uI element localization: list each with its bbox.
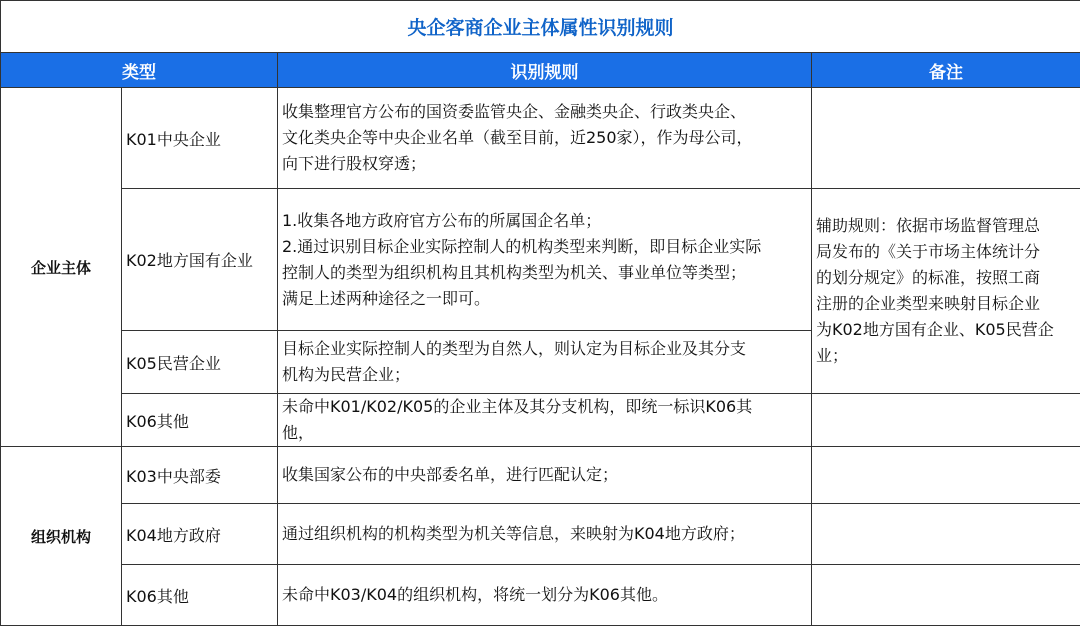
- table-row: [1, 88, 1080, 189]
- note-line: 注册的企业类型来映射目标企业: [816, 291, 1077, 317]
- group-label-enterprise: 企业主体: [1, 88, 122, 447]
- rule-line: 未命中K01/K02/K05的企业主体及其分支机构，即统一标识K06其: [282, 394, 805, 420]
- row-code: K01中央企业: [122, 88, 278, 189]
- row-rule: [278, 88, 812, 189]
- rule-line: 收集整理官方公布的国资委监管央企、金融类央企、行政类央企、: [282, 99, 805, 125]
- row-rule: [278, 565, 812, 626]
- group-label-organization: 组织机构: [1, 447, 122, 626]
- row-code: K03中央部委: [122, 447, 278, 504]
- row-rule: [278, 504, 812, 565]
- rule-line: 未命中K03/K04的组织机构，将统一划分为K06其他。: [282, 582, 805, 608]
- header-rule: 识别规则: [278, 53, 812, 88]
- rule-line: 他，: [282, 420, 805, 446]
- rule-line: 满足上述两种途径之一即可。: [282, 286, 805, 312]
- row-code: K04地方政府: [122, 504, 278, 565]
- row-rule: [278, 189, 812, 331]
- note-line: 业；: [816, 343, 1077, 369]
- rule-line: 文化类央企等中央企业名单（截至目前，近250家），作为母公司，: [282, 125, 805, 151]
- note-line: 为K02地方国有企业、K05民营企: [816, 317, 1077, 343]
- note-empty: [812, 394, 1080, 447]
- row-code: K06其他: [122, 565, 278, 626]
- table-row: [1, 394, 1080, 447]
- row-rule: [278, 331, 812, 394]
- row-code: K06其他: [122, 394, 278, 447]
- table-row: [1, 504, 1080, 565]
- rule-line: 控制人的类型为组织机构且其机构类型为机关、事业单位等类型；: [282, 260, 805, 286]
- row-rule: [278, 447, 812, 504]
- rule-line: 向下进行股权穿透；: [282, 151, 805, 177]
- note-empty: [812, 565, 1080, 626]
- note-empty: [812, 447, 1080, 504]
- row-code: K02地方国有企业: [122, 189, 278, 331]
- rule-line: 2.通过识别目标企业实际控制人的机构类型来判断，即目标企业实际: [282, 234, 805, 260]
- note-line: 局发布的《关于市场主体统计分: [816, 239, 1077, 265]
- rule-line: 收集国家公布的中央部委名单，进行匹配认定；: [282, 462, 805, 488]
- table-row: [1, 189, 1080, 331]
- rule-line: 1.收集各地方政府官方公布的所属国企名单；: [282, 208, 805, 234]
- header-type: 类型: [1, 53, 278, 88]
- rule-line: 机构为民营企业；: [282, 362, 805, 388]
- rule-line: 通过组织机构的机构类型为机关等信息，来映射为K04地方政府；: [282, 521, 805, 547]
- row-code: K05民营企业: [122, 331, 278, 394]
- table-row: [1, 565, 1080, 626]
- rule-line: 目标企业实际控制人的类型为自然人，则认定为目标企业及其分支: [282, 336, 805, 362]
- note-line: 辅助规则：依据市场监督管理总: [816, 213, 1077, 239]
- table-row: [1, 447, 1080, 504]
- note-empty: [812, 88, 1080, 189]
- note-empty: [812, 504, 1080, 565]
- row-rule: [278, 394, 812, 447]
- header-note: 备注: [812, 53, 1080, 88]
- table-title: 央企客商企业主体属性识别规则: [1, 1, 1080, 53]
- note-auxiliary-rule: [812, 189, 1080, 394]
- note-line: 的划分规定》的标准，按照工商: [816, 265, 1077, 291]
